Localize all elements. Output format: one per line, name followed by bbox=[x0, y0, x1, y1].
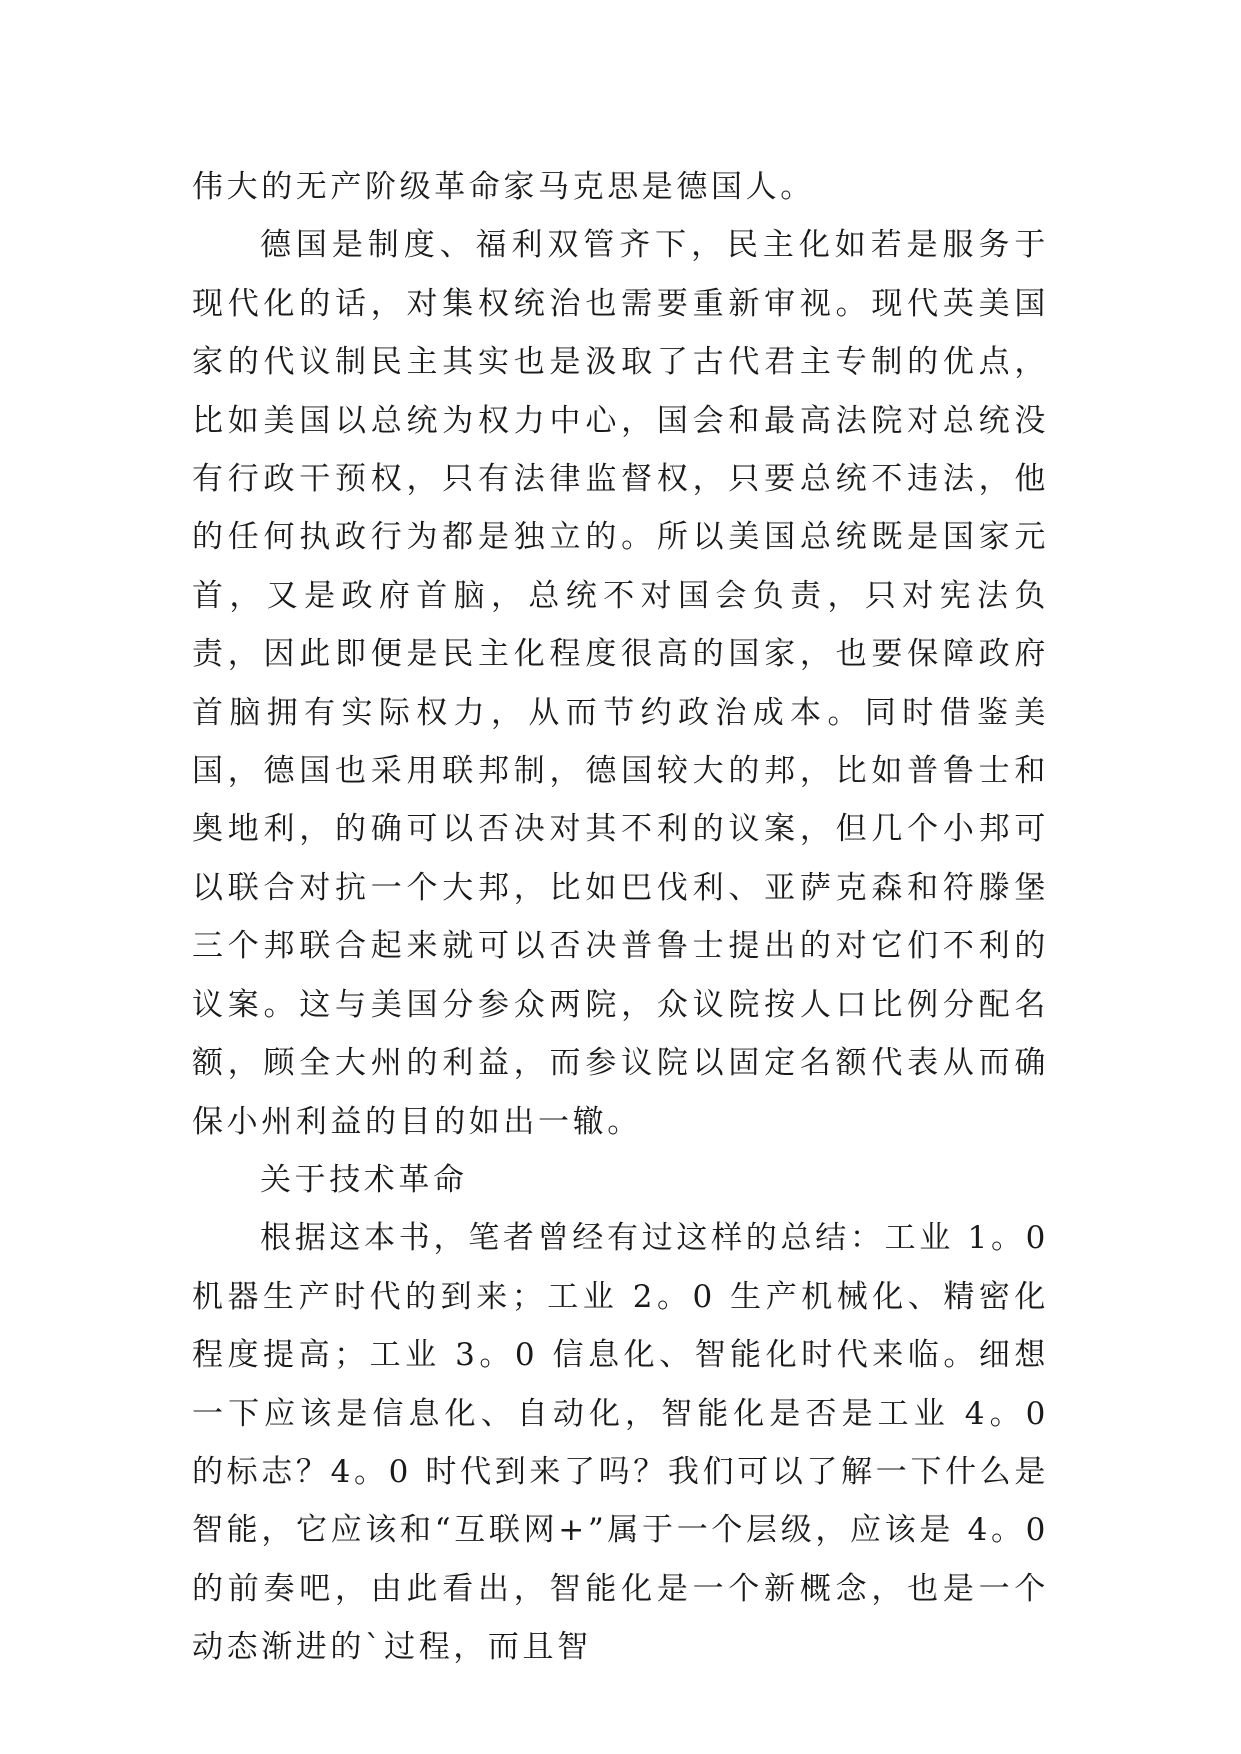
section-heading-tech-revolution: 关于技术革命 bbox=[260, 1161, 468, 1198]
document-body bbox=[192, 158, 1049, 1677]
paragraph-1: 伟大的无产阶级革命家马克思是德国人。 bbox=[192, 169, 815, 205]
paragraph-3: 根据这本书，笔者曾经有过这样的总结：工业 1。0 机器生产时代的到来；工业 2。0 生产机械化、精密化程度提高；工业 3。0 信息化、智能化时代来临。细想一下应该是信息化、自动化，智能化是否是工业 4。0 的标志？4。0 时代到来了吗？我们可以了解一下什么是智能，它应该和“互联网+”属于一个层级，应该是 4。0 的前奏吧，由此看出，智能化是一个新概念，也是一个动态渐进的`过程，而且智 bbox=[192, 1220, 1049, 1666]
paragraph-2: 德国是制度、福利双管齐下，民主化如若是服务于现代化的话，对集权统治也需要重新审视。现代英美国家的代议制民主其实也是汲取了古代君主专制的优点，比如美国以总统为权力中心，国会和最高法院对总统没有行政干预权，只有法律监督权，只要总统不违法，他的任何执政行为都是独立的。所以美国总统既是国家元首，又是政府首脑，总统不对国会负责，只对宪法负责，因此即便是民主化程度很高的国家，也要保障政府首脑拥有实际权力，从而节约政治成本。同时借鉴美国，德国也采用联邦制，德国较大的邦，比如普鲁士和奥地利，的确可以否决对其不利的议案，但几个小邦可以联合对抗一个大邦，比如巴伐利、亚萨克森和符滕堡三个邦联合起来就可以否决普鲁士提出的对它们不利的议案。这与美国分参众两院，众议院按人口比例分配名额，顾全大州的利益，而参议院以固定名额代表从而确保小州利益的目的如出一辙。 bbox=[192, 227, 1049, 1140]
